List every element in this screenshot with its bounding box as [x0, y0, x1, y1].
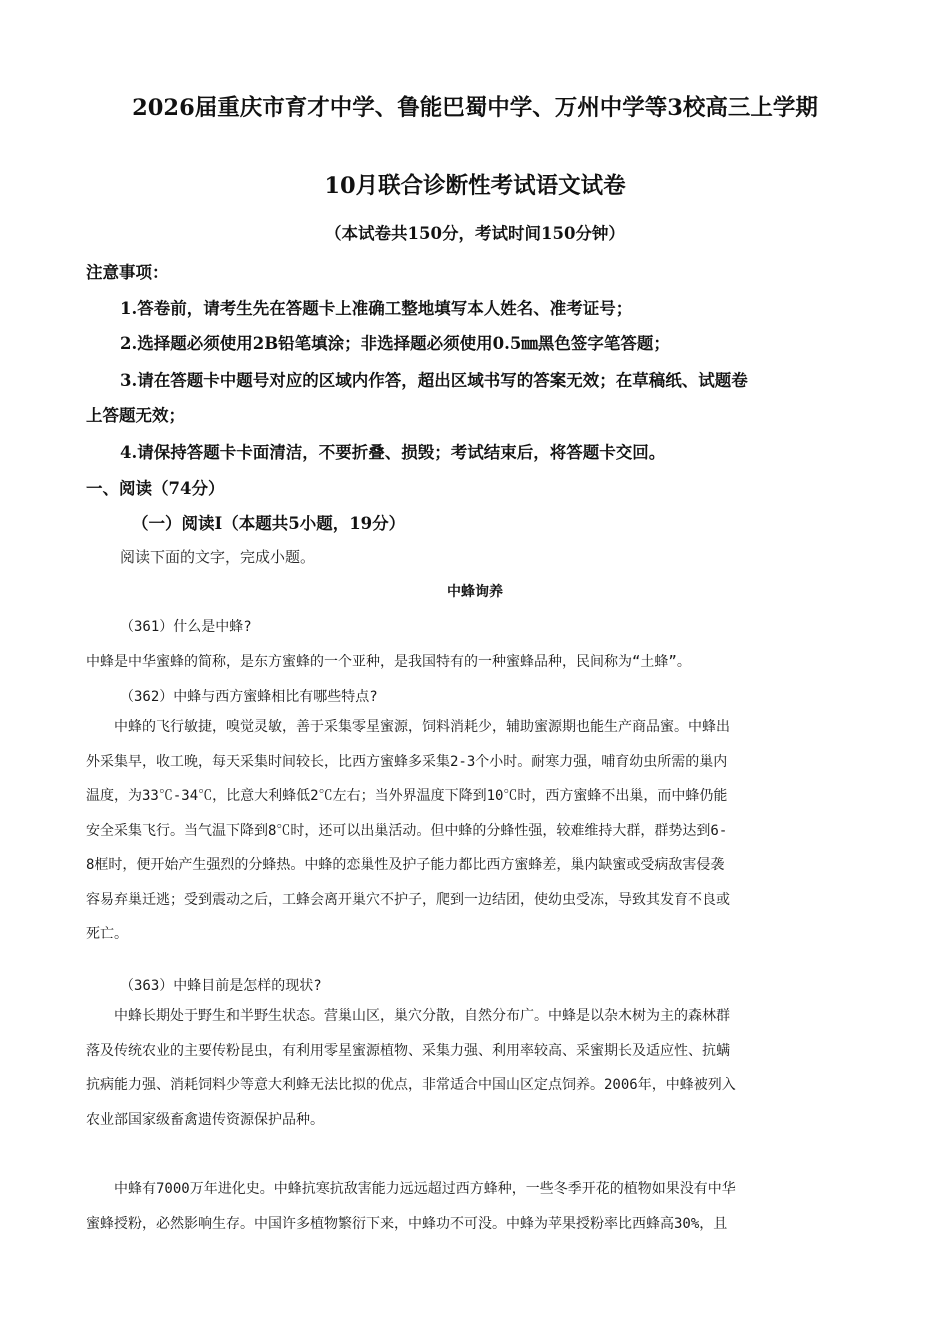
question-362: （362）中蜂与西方蜜蜂相比有哪些特点? — [120, 689, 378, 705]
exam-title-line-2: 10月联合诊断性考试语文试卷 — [324, 173, 626, 199]
paragraph-line: 温度，为33℃-34℃，比意大利蜂低2℃左右；当外界温度下降到10℃时，西方蜜蜂不出巢，而中蜂仍能 — [86, 788, 728, 804]
paragraph-363 — [86, 999, 858, 1137]
notice-item-3-line-1: 3.请在答题卡中题号对应的区域内作答，超出区域书写的答案无效；在草稿纸、试题卷 — [120, 371, 748, 390]
paragraph-line: 蜜蜂授粉，必然影响生存。中国许多植物繁衍下来，中蜂功不可没。中蜂为苹果授粉率比西蜂高30%，且 — [86, 1215, 728, 1232]
paragraph-line: 农业部国家级畜禽遗传资源保护品种。 — [86, 1111, 324, 1128]
notice-item-2: 2.选择题必须使用2B铅笔填涂；非选择题必须使用0.5㎜黑色签字笔答题； — [120, 334, 670, 353]
section-heading: 一、阅读（74分） — [86, 479, 225, 498]
paragraph-line: 中蜂长期处于野生和半野生状态。营巢山区，巢穴分散，自然分布广。中蜂是以杂木树为主的森林群 — [86, 1008, 730, 1024]
paragraph-line: 死亡。 — [86, 926, 128, 942]
paragraph-361: 中蜂是中华蜜蜂的简称，是东方蜜蜂的一个亚种，是我国特有的一种蜜蜂品种，民间称为“土蜂”。 — [86, 654, 691, 670]
notice-item-4: 4.请保持答题卡卡面清洁，不要折叠、损毁；考试结束后，将答题卡交回。 — [120, 443, 666, 462]
notice-item-3-line-2: 上答题无效； — [86, 406, 185, 425]
paragraph-line: 8框时，便开始产生强烈的分蜂热。中蜂的恋巢性及护子能力都比西方蜜蜂差，巢内缺蜜或受病敌害侵袭 — [86, 857, 725, 873]
paragraph-line: 落及传统农业的主要传粉昆虫，有利用零星蜜源植物、采集力强、利用率较高、采蜜期长及适应性、抗螨 — [86, 1042, 730, 1059]
paragraph-line: 容易弃巢迁逃；受到震动之后，工蜂会离开巢穴不护子，爬到一边结团，使幼虫受冻，导致其发育不良或 — [86, 891, 730, 908]
paragraph-line: 中蜂有7000万年进化史。中蜂抗寒抗敌害能力远远超过西方蜂种，一些冬季开花的植物如果没有中华 — [86, 1181, 736, 1197]
paragraph-362 — [86, 710, 858, 952]
question-361: （361）什么是中蜂? — [120, 619, 252, 635]
paragraph-line: 外采集早，收工晚，每天采集时间较长，比西方蜜蜂多采集2-3个小时。耐寒力强，哺育幼虫所需的巢内 — [86, 753, 728, 770]
article-title: 中蜂询养 — [447, 584, 503, 600]
paragraph-line: 中蜂的飞行敏捷，嗅觉灵敏，善于采集零星蜜源，饲料消耗少，辅助蜜源期也能生产商品蜜。中蜂出 — [86, 719, 730, 735]
notice-item-1: 1.答卷前，请考生先在答题卡上准确工整地填写本人姓名、准考证号； — [120, 299, 633, 318]
reading-instruction: 阅读下面的文字，完成小题。 — [120, 548, 316, 566]
question-363: （363）中蜂目前是怎样的现状? — [120, 978, 322, 994]
paragraph-line: 安全采集飞行。当气温下降到8℃时，还可以出巢活动。但中蜂的分蜂性强，较难维持大群，群势达到6- — [86, 822, 728, 839]
exam-title-line-1: 2026届重庆市育才中学、鲁能巴蜀中学、万州中学等3校高三上学期 — [132, 95, 818, 121]
exam-subtitle: （本试卷共150分，考试时间150分钟） — [325, 224, 625, 243]
paragraph-line: 抗病能力强、消耗饲料少等意大利蜂无法比拟的优点，非常适合中国山区定点饲养。2006年，中蜂被列入 — [86, 1077, 736, 1093]
notice-heading: 注意事项： — [86, 263, 169, 282]
paragraph-history — [86, 1172, 858, 1241]
subsection-heading: （一）阅读Ⅰ（本题共5小题，19分） — [132, 514, 406, 533]
